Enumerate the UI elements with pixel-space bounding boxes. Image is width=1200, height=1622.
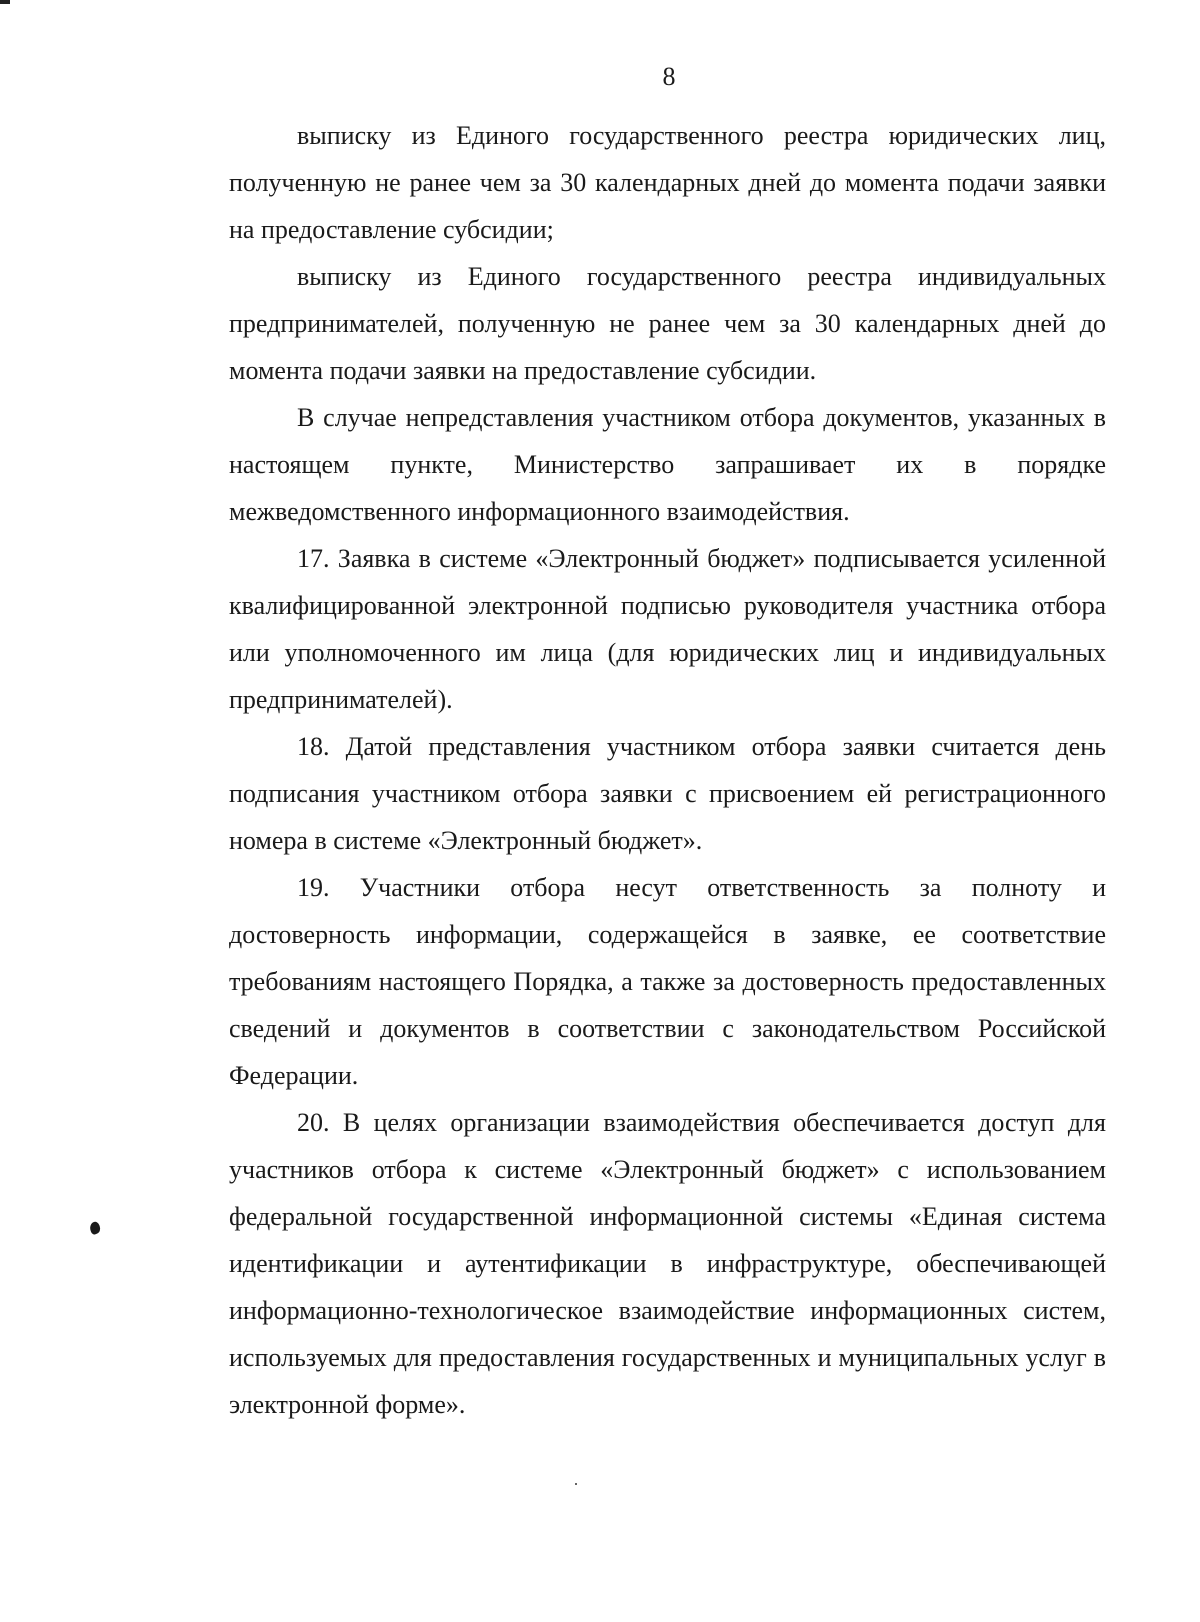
paragraph-item-18: 18. Датой представления участником отбора заявки считается день подписания участником отбора заявки с присвоением ей регистрационного номера в системе «Электронный бюджет».: [229, 732, 1106, 855]
page-number: 8: [662, 62, 676, 91]
scan-edge-mark: [0, 0, 10, 4]
paragraph-item-17: 17. Заявка в системе «Электронный бюджет» подписывается усиленной квалифицированной электронной подписью руководителя участника отбора или уполномоченного им лица (для юридических лиц и индивидуальных предпринимателей).: [229, 544, 1106, 714]
scan-dot: [575, 1483, 577, 1485]
paragraph-item-20: 20. В целях организации взаимодействия обеспечивается доступ для участников отбора к системе «Электронный бюджет» с использованием федеральной государственной информационной системы «Единая система идентификации и аутентификации в инфраструктуре, обеспечивающей информационно-технологическое взаимодействие информационных систем, используемых для предоставления государственных и муниципальных услуг в электронной форме».: [229, 1108, 1106, 1419]
paragraph-egrip-extract: выписку из Единого государственного реестра индивидуальных предпринимателей, полученную не ранее чем за 30 календарных дней до момента подачи заявки на предоставление субсидии.: [229, 262, 1106, 385]
paragraph-egrul-extract: выписку из Единого государственного реестра юридических лиц, полученную не ранее чем за 30 календарных дней до момента подачи заявки на предоставление субсидии;: [229, 121, 1106, 244]
document-body: [229, 112, 1106, 1428]
paragraph-interagency-request: В случае непредставления участником отбора документов, указанных в настоящем пункте, Министерство запрашивает их в порядке межведомственного информационного взаимодействия.: [229, 403, 1106, 526]
scan-speck: [88, 1221, 102, 1236]
paragraph-item-19: 19. Участники отбора несут ответственность за полноту и достоверность информации, содержащейся в заявке, ее соответствие требованиям настоящего Порядка, а также за достоверность предоставленных сведений и документов в соответствии с законодательством Российской Федерации.: [229, 873, 1106, 1090]
